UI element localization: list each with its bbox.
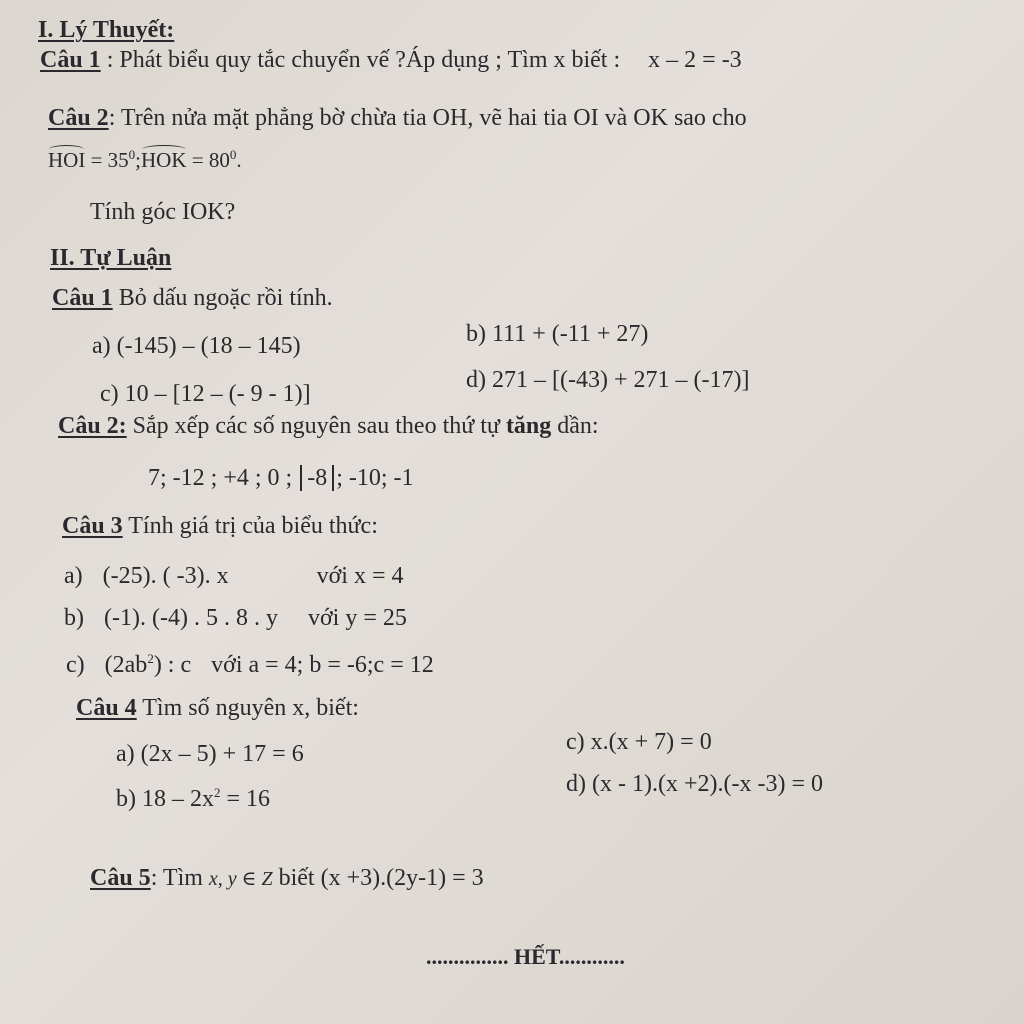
s2-q2-text-end: dần: (557, 413, 599, 439)
s2-q1-c: c) 10 – [12 – (- 9 - 1)] (100, 381, 311, 407)
angle-hoi-value: = 35 (90, 148, 129, 172)
s2-q1-a: a) (-145) – (18 – 145) (92, 333, 301, 359)
s2-q3-b-expr: (-1). (-4) . 5 . 8 . y (104, 605, 278, 631)
s2-q2-line (58, 414, 599, 438)
s2-q3-b (64, 606, 407, 630)
s2-q3-text: Tính giá trị của biểu thức: (128, 513, 378, 539)
s1-q2-label: Câu 2 (48, 105, 109, 131)
s2-q2-list-post: ; -10; -1 (336, 465, 414, 491)
s1-q1-text: : Phát biểu quy tắc chuyển vế ?Áp dụng ; Tìm x biết : (106, 47, 621, 73)
degree-mark-1: 0 (128, 147, 136, 162)
s2-q3-c (66, 652, 434, 677)
abs-value: -8 (300, 465, 334, 491)
s2-q3-b-cond: với y = 25 (307, 605, 407, 631)
angle-hoi: HOI (48, 148, 86, 172)
s2-q1-label: Câu 1 (52, 285, 113, 311)
s2-q3-b-letter: b) (64, 605, 84, 631)
angle-end: . (236, 148, 242, 172)
s2-q4-b-pre: b) 18 – 2x (116, 786, 214, 812)
s2-q3-c-expr-pre: (2ab (104, 652, 148, 678)
s2-q5-line (90, 866, 484, 890)
s2-q4-b-exp: 2 (214, 785, 221, 800)
s2-q3-label: Câu 3 (62, 513, 123, 539)
s2-q2-text: Sắp xếp các số nguyên sau theo thứ tự (132, 413, 500, 439)
s2-q4-a: a) (2x – 5) + 17 = 6 (116, 741, 304, 767)
s2-q2-text-bold: tăng (505, 413, 552, 439)
s1-q2-ask: Tính góc IOK? (90, 199, 236, 225)
s2-q4-line (76, 696, 359, 720)
s2-q4-text: Tìm số nguyên x, biết: (142, 695, 359, 721)
section2-heading: II. Tự Luận (50, 245, 172, 271)
s2-q3-a-expr: (-25). ( -3). x (102, 563, 229, 589)
degree-mark-2: 0 (229, 147, 237, 162)
s2-q5-vars: x, y ∈ Z (208, 868, 273, 890)
s2-q4-b (116, 786, 270, 811)
s2-q1-text: Bỏ dấu ngoặc rồi tính. (118, 285, 333, 311)
end-marker: ............... HẾT............ (426, 944, 625, 969)
s1-q1-line (40, 48, 742, 72)
s2-q3-a-cond: với x = 4 (316, 563, 404, 589)
s2-q5-label: Câu 5 (90, 865, 151, 891)
s2-q5-text2: biết (x +3).(2y-1) = 3 (278, 865, 484, 891)
s1-q2-text: : Trên nửa mặt phẳng bờ chừa tia OH, vẽ hai tia OI và OK sao cho (108, 105, 747, 131)
angle-separator: ; (135, 148, 142, 172)
s2-q3-c-cond: với a = 4; b = -6;c = 12 (211, 652, 434, 678)
s2-q4-b-post: = 16 (220, 786, 271, 812)
s2-q3-c-exp: 2 (147, 651, 154, 666)
s2-q1-d: d) 271 – [(-43) + 271 – (-17)] (466, 367, 750, 393)
s2-q1-line (52, 286, 333, 310)
angle-hok: HOK (141, 148, 187, 172)
s1-q2-angles (48, 148, 242, 171)
s2-q3-a (64, 564, 404, 588)
s2-q3-a-letter: a) (64, 563, 83, 589)
s2-q1-b: b) 111 + (-11 + 27) (466, 321, 649, 347)
s2-q4-label: Câu 4 (76, 695, 137, 721)
s2-q3-line (62, 514, 378, 538)
s1-q2-line (48, 106, 747, 130)
angle-hok-value: = 80 (191, 148, 230, 172)
s2-q3-c-expr-post: ) : c (153, 652, 192, 678)
s2-q2-label: Câu 2: (58, 413, 127, 439)
s2-q2-list (148, 466, 414, 490)
s2-q5-text1: : Tìm (150, 865, 203, 891)
s1-q1-equation: x – 2 = -3 (648, 47, 742, 73)
s1-q1-label: Câu 1 (40, 47, 101, 73)
s2-q4-c: c) x.(x + 7) = 0 (566, 729, 712, 755)
s2-q4-d: d) (x - 1).(x +2).(-x -3) = 0 (566, 771, 823, 797)
s2-q2-list-pre: 7; -12 ; +4 ; 0 ; (148, 465, 293, 491)
section1-heading: I. Lý Thuyết: (38, 17, 175, 43)
s2-q3-c-letter: c) (66, 652, 85, 678)
